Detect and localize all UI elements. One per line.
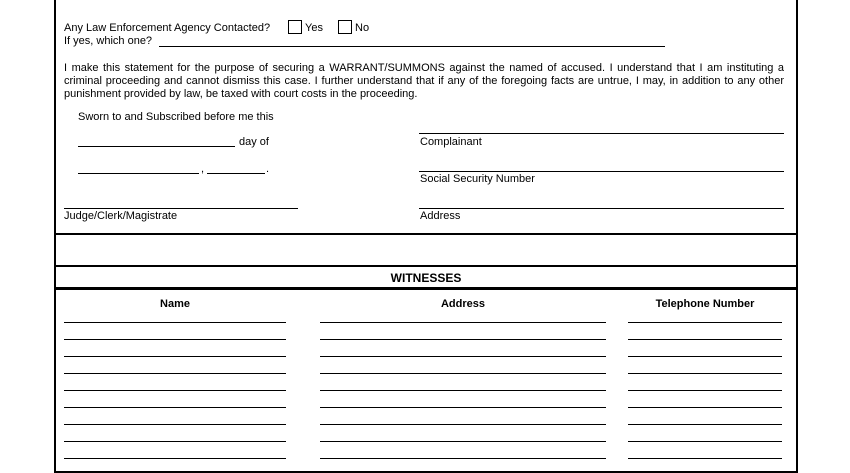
- witness-address-line[interactable]: [320, 458, 606, 459]
- complainant-label: Complainant: [420, 136, 482, 148]
- blank-band: [54, 233, 798, 267]
- no-label: No: [355, 22, 370, 34]
- no-checkbox[interactable]: [338, 20, 352, 34]
- ssn-label: Social Security Number: [420, 173, 535, 185]
- yes-label: Yes: [305, 22, 323, 34]
- judge-label: Judge/Clerk/Magistrate: [64, 210, 178, 222]
- column-header-address: Address: [440, 298, 486, 310]
- witness-address-line[interactable]: [320, 322, 606, 323]
- witness-name-line[interactable]: [64, 458, 286, 459]
- which-agency-label: If yes, which one?: [64, 35, 153, 47]
- yes-checkbox[interactable]: [288, 20, 302, 34]
- witness-phone-line[interactable]: [628, 407, 782, 408]
- witness-phone-line[interactable]: [628, 458, 782, 459]
- witness-phone-line[interactable]: [628, 322, 782, 323]
- witness-address-line[interactable]: [320, 356, 606, 357]
- ssn-line[interactable]: [419, 171, 784, 172]
- witness-phone-line[interactable]: [628, 441, 782, 442]
- sworn-label: Sworn to and Subscribed before me this: [78, 111, 274, 123]
- witness-phone-line[interactable]: [628, 339, 782, 340]
- witness-name-line[interactable]: [64, 424, 286, 425]
- day-of-label: day of: [239, 136, 269, 148]
- witness-address-line[interactable]: [320, 390, 606, 391]
- witness-address-line[interactable]: [320, 373, 606, 374]
- year-field[interactable]: [207, 173, 265, 174]
- address-label: Address: [420, 210, 461, 222]
- agency-contacted-question: Any Law Enforcement Agency Contacted?: [64, 22, 271, 34]
- witness-address-line[interactable]: [320, 424, 606, 425]
- witness-phone-line[interactable]: [628, 373, 782, 374]
- day-field[interactable]: [78, 146, 235, 147]
- witness-address-line[interactable]: [320, 339, 606, 340]
- witness-phone-line[interactable]: [628, 390, 782, 391]
- witness-phone-line[interactable]: [628, 424, 782, 425]
- comma-text: ,: [201, 163, 205, 175]
- witness-name-line[interactable]: [64, 373, 286, 374]
- witness-name-line[interactable]: [64, 356, 286, 357]
- witness-address-line[interactable]: [320, 441, 606, 442]
- witness-name-line[interactable]: [64, 390, 286, 391]
- witness-name-line[interactable]: [64, 407, 286, 408]
- period-text: .: [266, 163, 270, 175]
- judge-signature-line[interactable]: [64, 208, 298, 209]
- which-agency-field[interactable]: [159, 46, 665, 47]
- witness-name-line[interactable]: [64, 322, 286, 323]
- witness-phone-line[interactable]: [628, 356, 782, 357]
- witnesses-table: [54, 288, 798, 473]
- witnesses-title: WITNESSES: [390, 271, 462, 285]
- column-header-telephone: Telephone Number: [655, 298, 755, 310]
- month-field[interactable]: [78, 173, 199, 174]
- statement-paragraph: I make this statement for the purpose of securing a WARRANT/SUMMONS against the named of accused. I understand that I am instituting a criminal proceeding and cannot dismiss this case. I further understand that if any of the foregoing facts are untrue, I may, in addition to any other punishment provided by law, be taxed with court costs in the proceeding.: [64, 62, 784, 100]
- address-line[interactable]: [419, 208, 784, 209]
- witness-name-line[interactable]: [64, 441, 286, 442]
- column-header-name: Name: [160, 298, 190, 310]
- complainant-signature-line[interactable]: [419, 133, 784, 134]
- witness-name-line[interactable]: [64, 339, 286, 340]
- witness-address-line[interactable]: [320, 407, 606, 408]
